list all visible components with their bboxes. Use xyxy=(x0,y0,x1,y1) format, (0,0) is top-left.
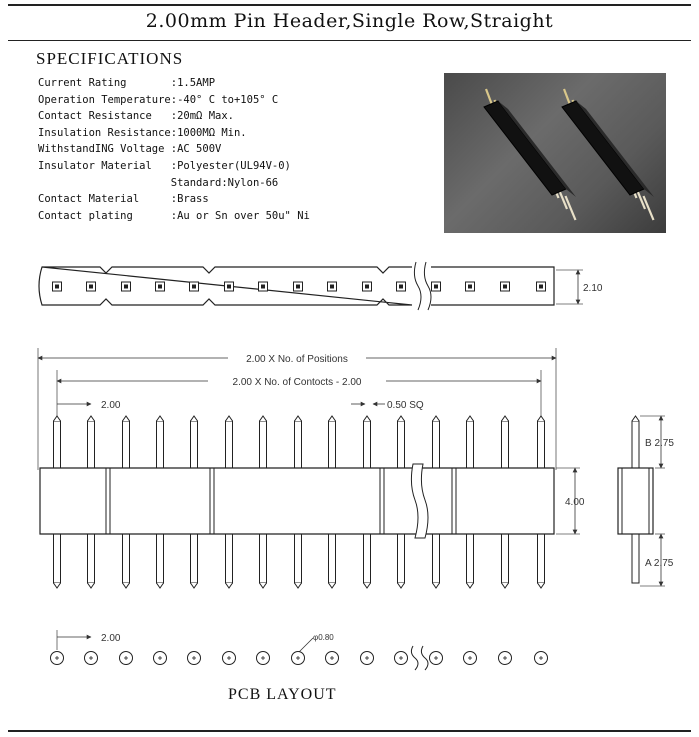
pin-tip-top xyxy=(157,416,164,421)
hole-diameter-label: φ0.80 xyxy=(313,633,334,642)
pin-tip-top xyxy=(260,416,267,421)
contact-square-center xyxy=(124,285,128,289)
pin-tip-top xyxy=(329,416,336,421)
pin-tip-bottom xyxy=(54,583,61,588)
top-view-contacts xyxy=(53,282,546,291)
side-lower-label: A 2.75 xyxy=(645,558,674,569)
overall-length-label: 2.00 X No. of Positions xyxy=(246,354,348,365)
spec-label: Insulator Material xyxy=(38,159,152,172)
pin-tip-bottom xyxy=(123,583,130,588)
pcb-break xyxy=(411,646,428,670)
bottom-border xyxy=(8,730,691,732)
pitch-label: 2.00 xyxy=(101,400,121,411)
top-view xyxy=(39,262,603,310)
spec-label: Operation Temperature xyxy=(38,93,171,106)
pin-tip-top xyxy=(54,416,61,421)
side-view xyxy=(618,416,674,586)
pin-tip-top xyxy=(467,416,474,421)
top-view-height-label: 2.10 xyxy=(583,283,603,294)
spec-label: WithstandING Voltage xyxy=(38,143,165,156)
spec-value: :AC 500V xyxy=(170,143,222,156)
contact-square-center xyxy=(55,285,59,289)
pcb-holes xyxy=(51,652,548,665)
spec-label: Contact Resistance xyxy=(38,110,152,123)
spec-value: :Brass xyxy=(170,193,209,206)
specifications-heading: SPECIFICATIONS xyxy=(36,49,184,68)
pin-tip-top xyxy=(398,416,405,421)
contact-square-center xyxy=(434,285,438,289)
spec-label: Contact plating xyxy=(38,209,133,222)
spec-value: :-40° C to+105° C xyxy=(170,93,279,106)
body-height-label: 4.00 xyxy=(565,497,585,508)
spec-value: :Au or Sn over 50u" Ni xyxy=(170,209,310,222)
pin-tip-top xyxy=(433,416,440,421)
contact-square-center xyxy=(89,285,93,289)
pin-tip-bottom xyxy=(260,583,267,588)
pin-tip-bottom xyxy=(538,583,545,588)
front-view-body xyxy=(40,468,554,534)
pin-tip-bottom xyxy=(295,583,302,588)
pcb-pitch-label: 2.00 xyxy=(101,633,121,644)
pin-tip-bottom xyxy=(157,583,164,588)
pin-tip-top xyxy=(88,416,95,421)
contact-square-center xyxy=(468,285,472,289)
contact-square-center xyxy=(227,285,231,289)
contact-square-center xyxy=(261,285,265,289)
contact-square-center xyxy=(365,285,369,289)
spec-value: :1.5AMP xyxy=(170,77,216,89)
pin-tip-top xyxy=(538,416,545,421)
side-upper-label: B 2.75 xyxy=(645,438,674,449)
pin-tip-bottom xyxy=(433,583,440,588)
pin-tip-top xyxy=(295,416,302,421)
pin-tip-bottom xyxy=(502,583,509,588)
pin-tip-bottom xyxy=(88,583,95,588)
spec-value: :1000MΩ Min. xyxy=(170,126,247,139)
spec-value: :20mΩ Max. xyxy=(170,110,234,123)
contact-square-center xyxy=(330,285,334,289)
spec-value: :Polyester(UL94V-0) xyxy=(170,159,291,172)
pcb-layout xyxy=(51,630,548,670)
pin-tip-bottom xyxy=(467,583,474,588)
pin-tip-top xyxy=(191,416,198,421)
pin-tip-bottom xyxy=(364,583,371,588)
top-view-break xyxy=(414,262,431,310)
contact-square-center xyxy=(158,285,162,289)
contacts-length-label: 2.00 X No. of Contocts - 2.00 xyxy=(232,377,362,388)
contact-square-center xyxy=(192,285,196,289)
pin-tip-top xyxy=(364,416,371,421)
pin-tip-top xyxy=(502,416,509,421)
contact-square-center xyxy=(399,285,403,289)
pin-tip-bottom xyxy=(329,583,336,588)
pin-tip-bottom xyxy=(226,583,233,588)
contact-square-center xyxy=(539,285,543,289)
spec-label: Insulation Resistance xyxy=(38,126,171,139)
contact-square-center xyxy=(503,285,507,289)
pin-tip-top xyxy=(226,416,233,421)
page-title: 2.00mm Pin Header,Single Row,Straight xyxy=(145,10,554,32)
front-view xyxy=(38,348,585,588)
pin-tip-bottom xyxy=(398,583,405,588)
pin-tip-top xyxy=(123,416,130,421)
pin-tip-bottom xyxy=(191,583,198,588)
spec-label: Contact Material xyxy=(38,193,140,206)
spec-value: Standard:Nylon-66 xyxy=(170,176,279,189)
spec-label: Current Rating xyxy=(38,77,127,89)
pcb-layout-title: PCB LAYOUT xyxy=(228,686,337,703)
contact-square-center xyxy=(296,285,300,289)
pin-size-label: 0.50 SQ xyxy=(387,400,424,411)
